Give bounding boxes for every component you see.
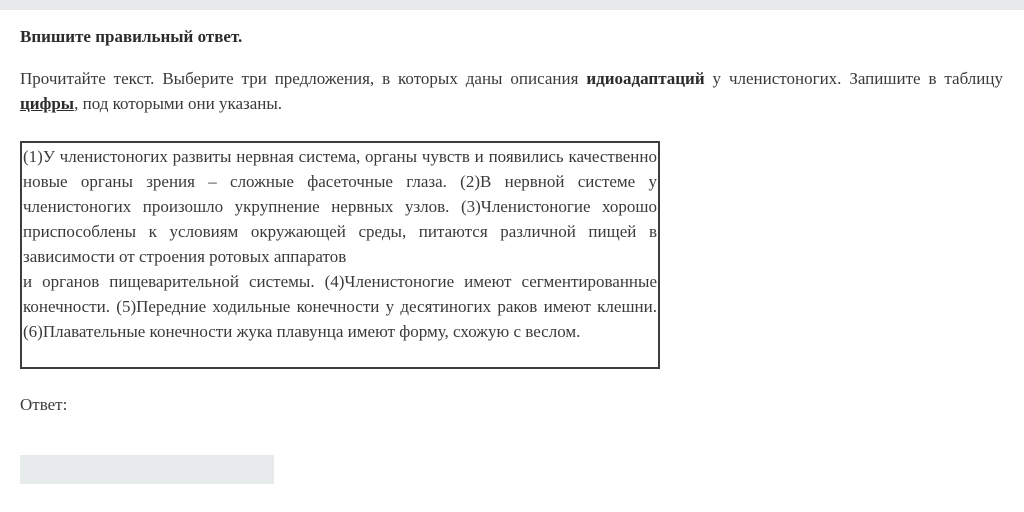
question-text <box>20 66 1003 116</box>
question-underlined-term: цифры <box>20 94 75 113</box>
task-instruction: Впишите правильный ответ. <box>20 27 243 46</box>
question-part-3: , под которыми они указаны. <box>74 94 283 113</box>
top-bar <box>0 0 1024 10</box>
passage-block-1: (1)У членистоногих развиты нервная система, органы чувств и появились качественно новые органы зрения – сложные фасеточные глаза. (2)В нервной системе у членистоногих произошло укрупнение нервных узлов. (3)Членистоногие хорошо приспособлены к условиям окружающей среды, питаются различной пищей в зависимости от строения ротовых аппаратов <box>23 147 657 266</box>
passage-box <box>20 141 660 369</box>
answer-label: Ответ: <box>20 395 68 414</box>
question-part-2: у членистоногих. Запишите в таблицу <box>704 69 1003 88</box>
question-part-1: Прочитайте текст. Выберите три предложения, в которых даны описания <box>20 69 587 88</box>
passage-block-2: и органов пищеварительной системы. (4)Членистоногие имеют сегментированные конечности. (5)Передние ходильные конечности у десятиногих раков имеют клешни. (6)Плавательные конечности жука плавунца имеют форму, схожую с веслом. <box>23 272 657 341</box>
answer-input[interactable] <box>20 455 274 484</box>
question-bold-term: идиоадаптаций <box>586 69 705 88</box>
